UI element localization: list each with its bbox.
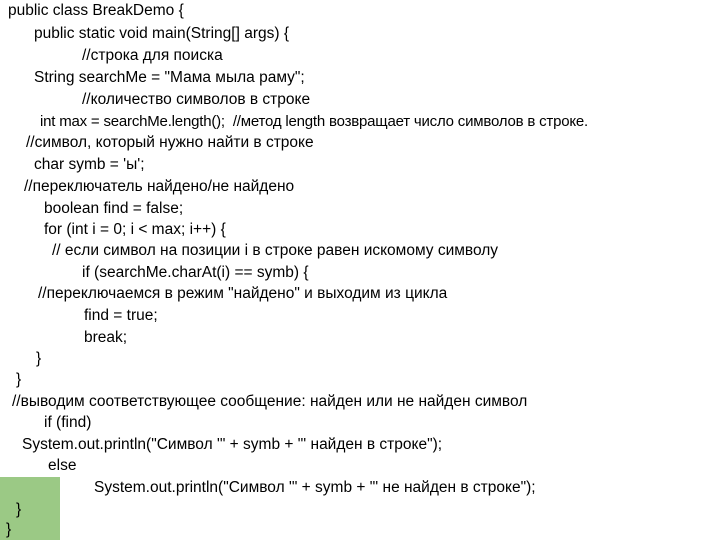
code-line: //переключаемся в режим "найдено" и выходим из цикла: [38, 285, 448, 302]
code-line: // если символ на позиции i в строке равен искомому символу: [52, 242, 499, 259]
code-line: int max = searchMe.length(); //метод length возвращает число символов в строке.: [40, 113, 589, 130]
code-line: }: [36, 350, 42, 367]
code-line: public class BreakDemo {: [8, 2, 184, 19]
code-line: else: [48, 457, 77, 474]
code-line: }: [16, 501, 22, 518]
code-line: System.out.println("Символ '" + symb + "' найден в строке");: [22, 436, 443, 453]
code-line: if (searchMe.charAt(i) == symb) {: [82, 264, 309, 281]
code-line: find = true;: [84, 307, 158, 324]
code-line: if (find): [44, 414, 92, 431]
code-line: //выводим соответствующее сообщение: найден или не найден символ: [12, 393, 528, 410]
code-line: //символ, который нужно найти в строке: [26, 134, 314, 151]
code-line: for (int i = 0; i < max; i++) {: [44, 221, 226, 238]
code-line: System.out.println("Символ '" + symb + "' не найден в строке");: [94, 479, 536, 496]
code-line: boolean find = false;: [44, 200, 184, 217]
code-line: break;: [84, 329, 128, 346]
code-line: char symb = 'ы';: [34, 156, 145, 173]
code-line: }: [16, 371, 22, 388]
code-line: String searchMe = "Мама мыла раму";: [34, 69, 305, 86]
code-line: }: [6, 521, 12, 538]
code-line: //строка для поиска: [82, 47, 223, 64]
code-line: //количество символов в строке: [82, 91, 311, 108]
code-line: //переключатель найдено/не найдено: [24, 178, 295, 195]
code-line: public static void main(String[] args) {: [34, 25, 289, 42]
